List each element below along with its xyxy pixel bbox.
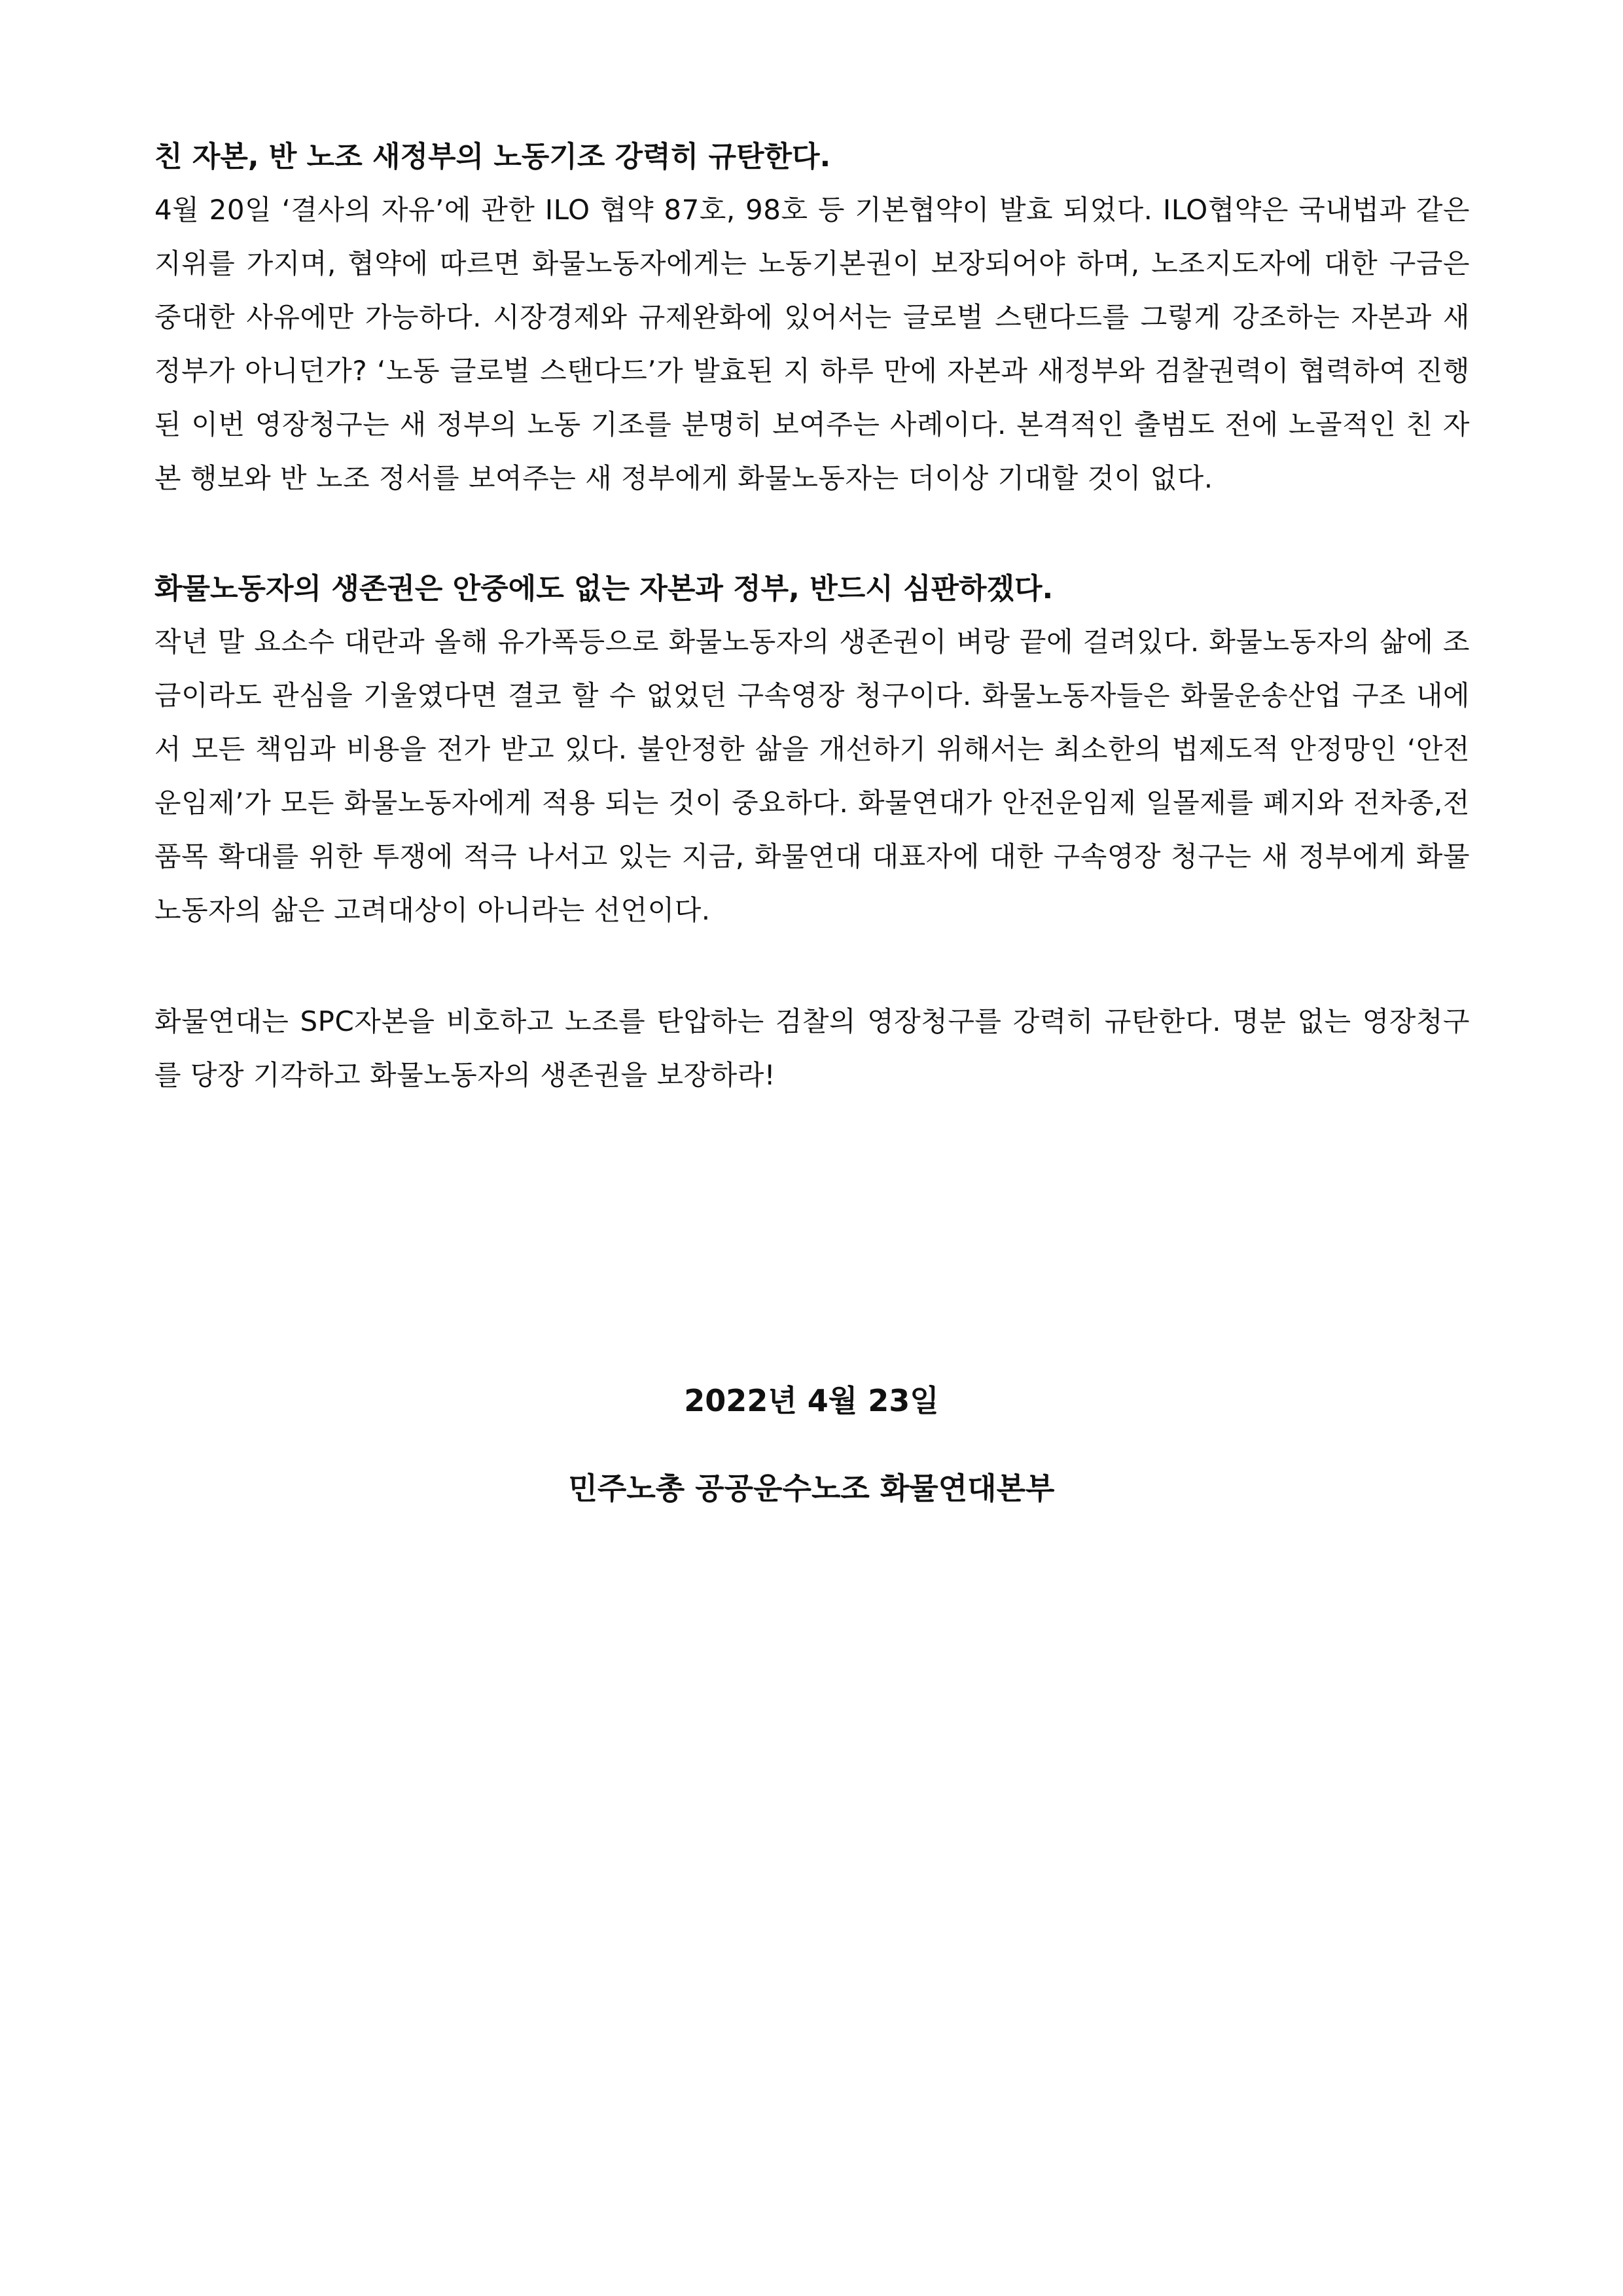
section-heading: 화물노동자의 생존권은 안중에도 없는 자본과 정부, 반드시 심판하겠다. [154,572,1054,605]
section-paragraph: 화물연대는 SPC자본을 비호하고 노조를 탄압하는 검찰의 영장청구를 강력히 규탄한다. 명분 없는 영장청구를 당장 기각하고 화물노동자의 생존권을 보장하라! [154,1005,1470,1091]
document-date: 2022년 4월 23일 [684,1383,939,1418]
section-paragraph: 작년 말 요소수 대란과 올해 유가폭등으로 화물노동자의 생존권이 벼랑 끝에 걸려있다. 화물노동자의 삶에 조금이라도 관심을 기울였다면 결코 할 수 없었던 구속영장 청구이다. 화물노동자들은 화물운송산업 구조 내에서 모든 책임과 비용을 전가 받고 있다. 불안정한 삶을 개선하기 위해서는 최소한의 법제도적 안정망인 ‘안전운임제’가 모든 화물노동자에게 적용 되는 것이 중요하다. 화물연대가 안전운임제 일몰제를 폐지와 전차종,전품목 확대를 위한 투쟁에 적극 나서고 있는 지금, 화물연대 대표자에 대한 구속영장 청구는 새 정부에게 화물노동자의 삶은 고려대상이 아니라는 선언이다. [154,626,1470,926]
section-survival-rights [154,563,1470,937]
section-anti-labor-stance [154,131,1470,505]
issuing-organization: 민주노총 공공운수노조 화물연대본부 [568,1471,1055,1506]
section-demand [154,995,1470,1102]
section-heading: 친 자본, 반 노조 새정부의 노동기조 강력히 규탄한다. [154,140,831,173]
signature-block [0,1381,1623,1508]
document-body [154,131,1470,1160]
section-paragraph: 4월 20일 ‘결사의 자유’에 관한 ILO 협약 87호, 98호 등 기본협약이 발효 되었다. ILO협약은 국내법과 같은 지위를 가지며, 협약에 따르면 화물노동자에게는 노동기본권이 보장되어야 하며, 노조지도자에 대한 구금은 중대한 사유에만 가능하다. 시장경제와 규제완화에 있어서는 글로벌 스탠다드를 그렇게 강조하는 자본과 새정부가 아니던가? ‘노동 글로벌 스탠다드’가 발효된 지 하루 만에 자본과 새정부와 검찰권력이 협력하여 진행된 이번 영장청구는 새 정부의 노동 기조를 분명히 보여주는 사례이다. 본격적인 출범도 전에 노골적인 친 자본 행보와 반 노조 정서를 보여주는 새 정부에게 화물노동자는 더이상 기대할 것이 없다. [154,194,1470,494]
